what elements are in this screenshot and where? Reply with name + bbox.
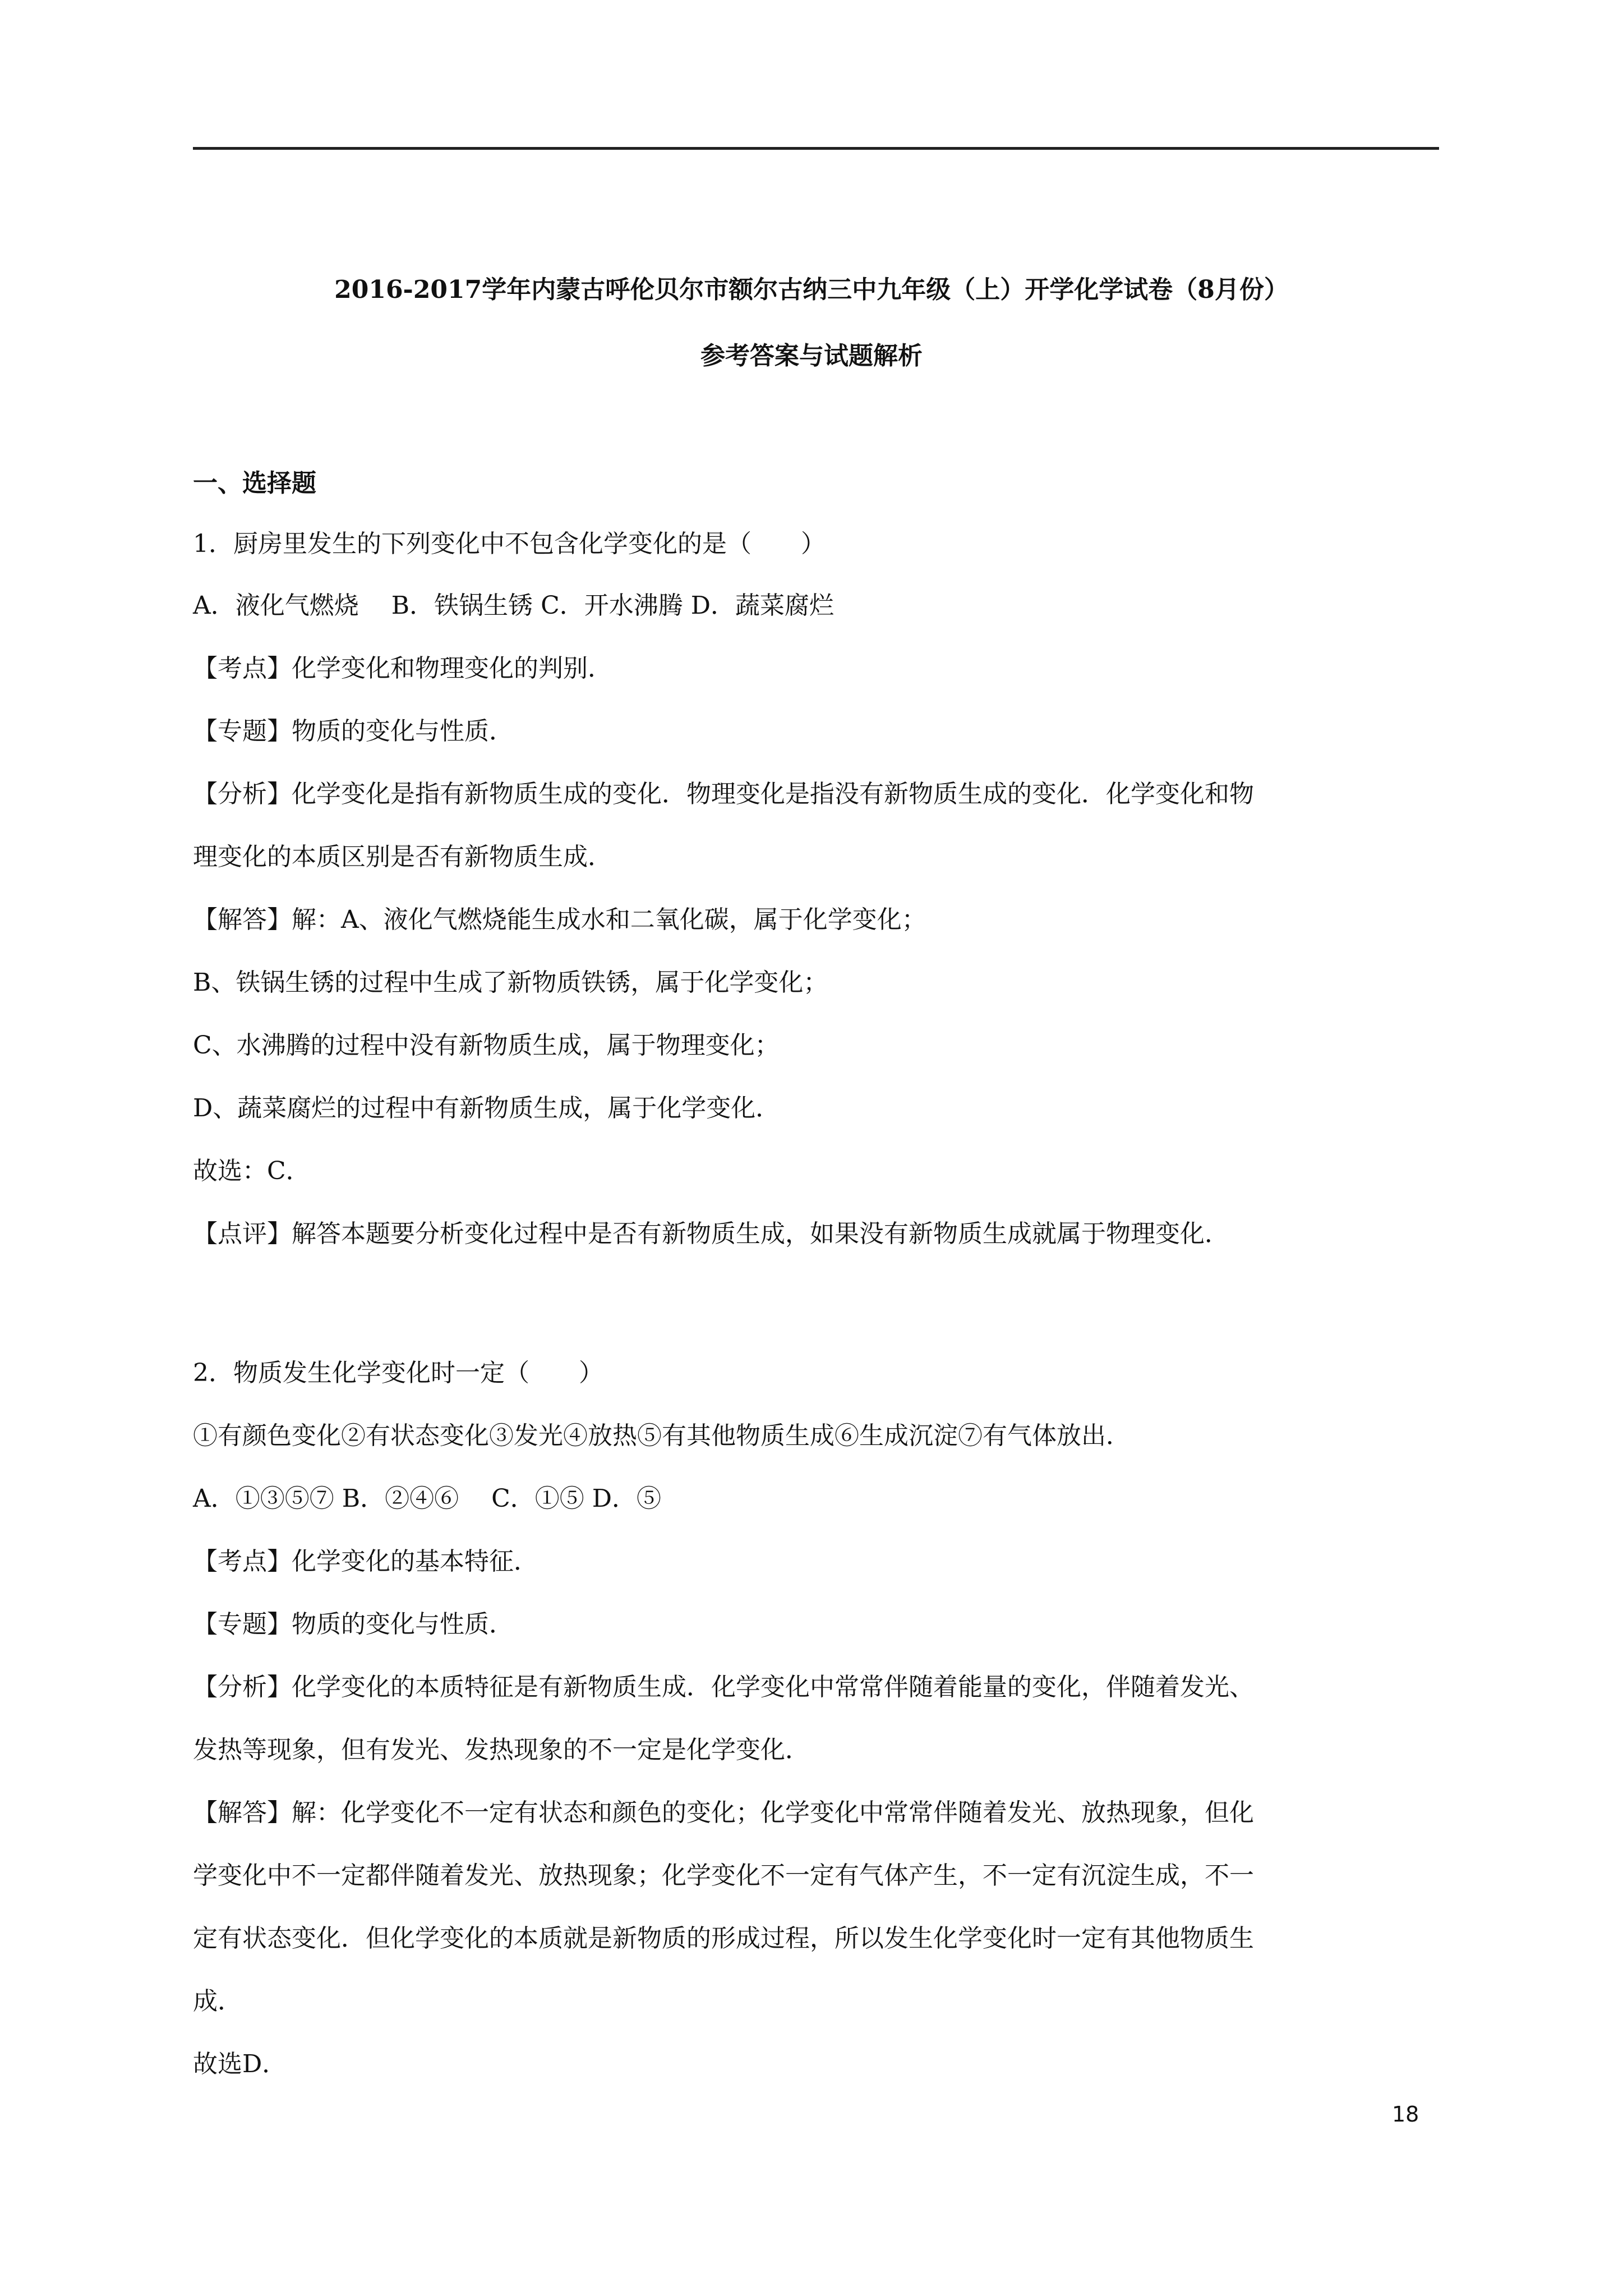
q2-stem: 2．物质发生化学变化时一定（ ） bbox=[193, 1359, 603, 1387]
q2-jieda-line-3: 定有状态变化．但化学变化的本质就是新物质的形成过程，所以发生化学变化时一定有其他物质生 bbox=[193, 1924, 1254, 1953]
q1-kaodian: 【考点】化学变化和物理变化的判别． bbox=[193, 654, 612, 683]
document-title: 2016-2017学年内蒙古呼伦贝尔市额尔古纳三中九年级（上）开学化学试卷（8月份） bbox=[334, 275, 1289, 304]
q1-fenxi-line-1: 【分析】化学变化是指有新物质生成的变化．物理变化是指没有新物质生成的变化．化学变化和物 bbox=[193, 780, 1254, 808]
q2-jieda-line-2: 学变化中不一定都伴随着发光、放热现象；化学变化不一定有气体产生，不一定有沉淀生成，不一 bbox=[193, 1861, 1254, 1890]
q2-fenxi-line-2: 发热等现象，但有发光、发热现象的不一定是化学变化． bbox=[193, 1736, 810, 1764]
header-rule bbox=[193, 147, 1439, 150]
q1-jieda-line-1: 【解答】解：A、液化气燃烧能生成水和二氧化碳，属于化学变化； bbox=[193, 905, 926, 934]
q2-answer: 故选D． bbox=[193, 2050, 287, 2078]
q1-stem: 1．厨房里发生的下列变化中不包含化学变化的是（ ） bbox=[193, 530, 826, 558]
q1-zhuanti: 【专题】物质的变化与性质． bbox=[193, 717, 514, 746]
q2-fenxi-line-1: 【分析】化学变化的本质特征是有新物质生成．化学变化中常常伴随着能量的变化，伴随着发光、 bbox=[193, 1673, 1254, 1701]
q2-items: ①有颜色变化②有状态变化③发光④放热⑤有其他物质生成⑥生成沉淀⑦有气体放出． bbox=[193, 1421, 1131, 1450]
q2-kaodian: 【考点】化学变化的基本特征． bbox=[193, 1547, 538, 1576]
q1-dianping: 【点评】解答本题要分析变化过程中是否有新物质生成，如果没有新物质生成就属于物理变化． bbox=[193, 1220, 1229, 1248]
q2-jieda-line-1: 【解答】解：化学变化不一定有状态和颜色的变化；化学变化中常常伴随着发光、放热现象，但化 bbox=[193, 1798, 1254, 1827]
q1-fenxi-line-2: 理变化的本质区别是否有新物质生成． bbox=[193, 843, 612, 871]
q1-jieda-line-2: B、铁锅生锈的过程中生成了新物质铁锈，属于化学变化； bbox=[193, 968, 828, 997]
q1-options: A．液化气燃烧 B．铁锅生锈 C．开水沸腾 D．蔬菜腐烂 bbox=[193, 591, 834, 620]
section-heading: 一、选择题 bbox=[193, 469, 316, 498]
page-number: 18 bbox=[1392, 2102, 1419, 2127]
q2-jieda-line-4: 成． bbox=[193, 1987, 242, 2016]
q2-options: A．①③⑤⑦ B．②④⑥ C．①⑤ D．⑤ bbox=[193, 1484, 662, 1513]
q1-jieda-line-4: D、蔬菜腐烂的过程中有新物质生成，属于化学变化． bbox=[193, 1094, 781, 1122]
q1-jieda-line-3: C、水沸腾的过程中没有新物质生成，属于物理变化； bbox=[193, 1031, 780, 1060]
q2-zhuanti: 【专题】物质的变化与性质． bbox=[193, 1610, 514, 1639]
document-subtitle: 参考答案与试题解析 bbox=[700, 342, 923, 370]
q1-answer: 故选：C． bbox=[193, 1157, 311, 1185]
